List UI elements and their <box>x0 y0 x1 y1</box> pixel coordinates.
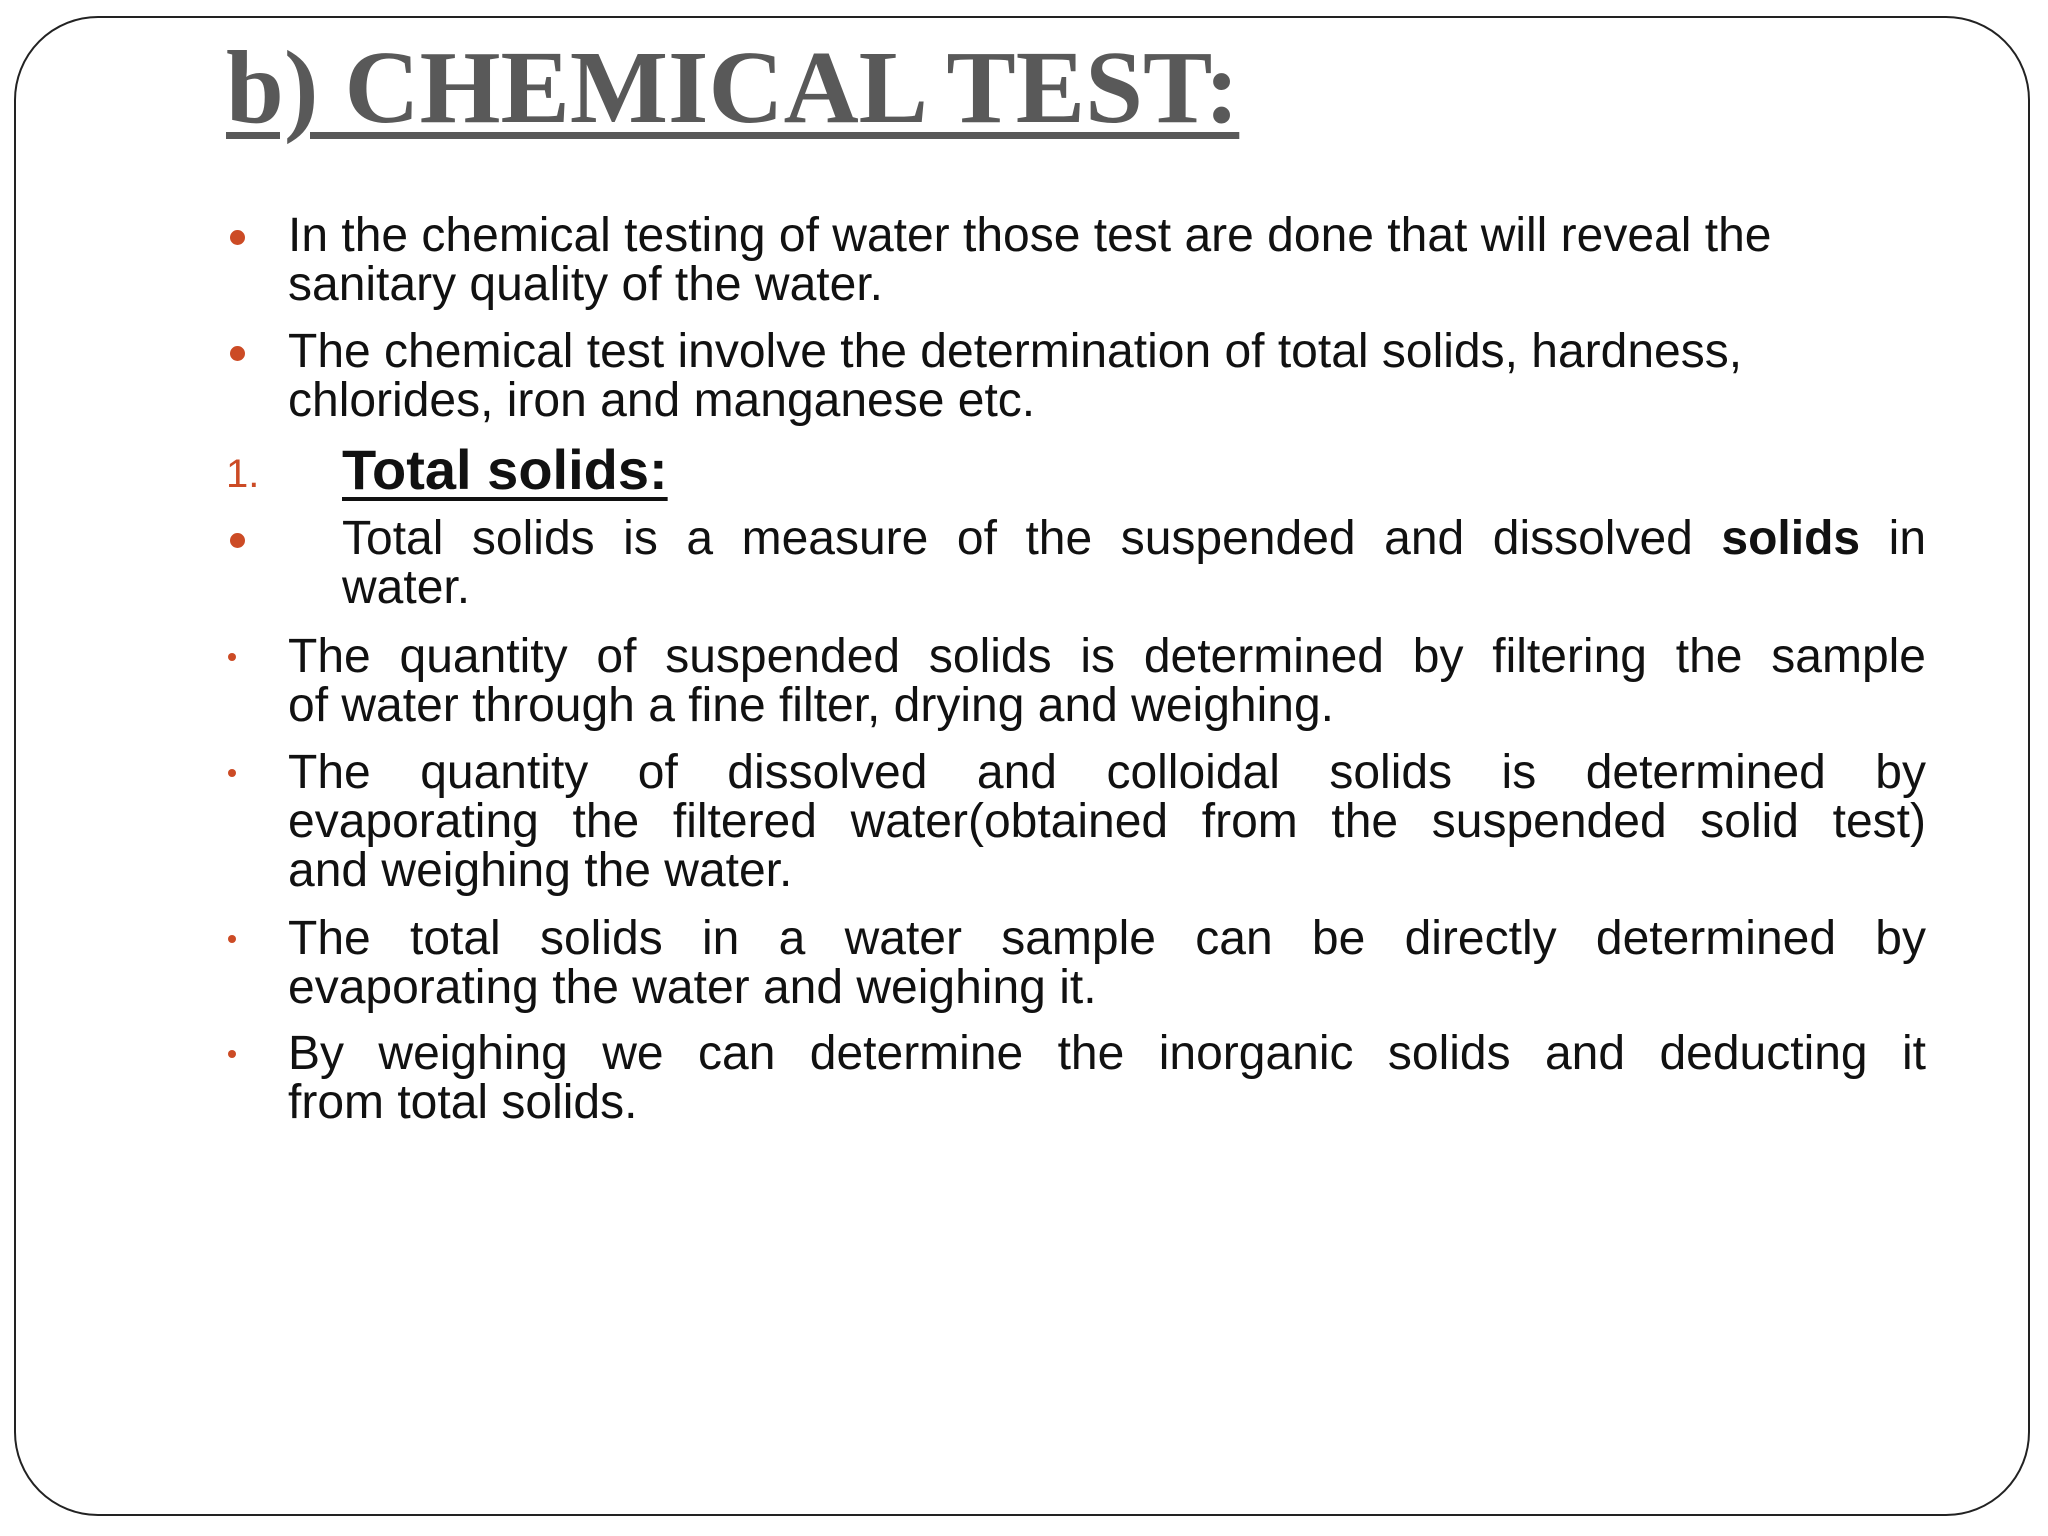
bullet-item <box>288 211 1928 309</box>
bullet-dot <box>228 769 236 777</box>
detail-line: The quantity of dissolved and colloidal solids is determined by <box>288 746 1926 799</box>
bullet-dot <box>228 1050 236 1058</box>
definition-text: Total solids is a measure of the suspended and dissolved <box>342 512 1693 565</box>
bullet-dot <box>228 935 236 943</box>
bullet-text: In the chemical testing of water those test are done that will reveal the sanitary quality of the water. <box>288 209 1772 311</box>
definition-text-end: in <box>1888 512 1927 565</box>
detail-item <box>288 1029 1926 1127</box>
detail-item <box>288 632 1926 730</box>
bullet-item <box>288 327 1888 425</box>
bullet-dot <box>230 346 245 361</box>
definition-item <box>342 514 1926 612</box>
detail-line: evaporating the filtered water(obtained from the suspended solid test) <box>288 795 1926 848</box>
detail-line: The quantity of suspended solids is determined by filtering the sample <box>288 630 1926 683</box>
detail-item <box>288 748 1926 895</box>
bullet-dot <box>228 653 236 661</box>
bullet-dot <box>230 230 245 245</box>
bullet-text: The chemical test involve the determination of total solids, hardness, chlorides, iron and manganese etc. <box>288 325 1743 427</box>
detail-line: evaporating the water and weighing it. <box>288 961 1097 1014</box>
section-number: 1. <box>226 452 260 496</box>
detail-line: of water through a fine filter, drying and weighing. <box>288 679 1334 732</box>
bullet-dot <box>230 533 245 548</box>
detail-line: By weighing we can determine the inorganic solids and deducting it <box>288 1027 1926 1080</box>
definition-text-line2: water. <box>342 561 471 614</box>
detail-line: The total solids in a water sample can be directly determined by <box>288 912 1926 965</box>
section-heading: Total solids: <box>342 438 668 501</box>
detail-item <box>288 914 1926 1012</box>
detail-line: and weighing the water. <box>288 844 793 897</box>
detail-line: from total solids. <box>288 1076 638 1129</box>
slide-title: b) CHEMICAL TEST: <box>226 30 1240 145</box>
definition-bold-term: solids <box>1721 512 1861 565</box>
